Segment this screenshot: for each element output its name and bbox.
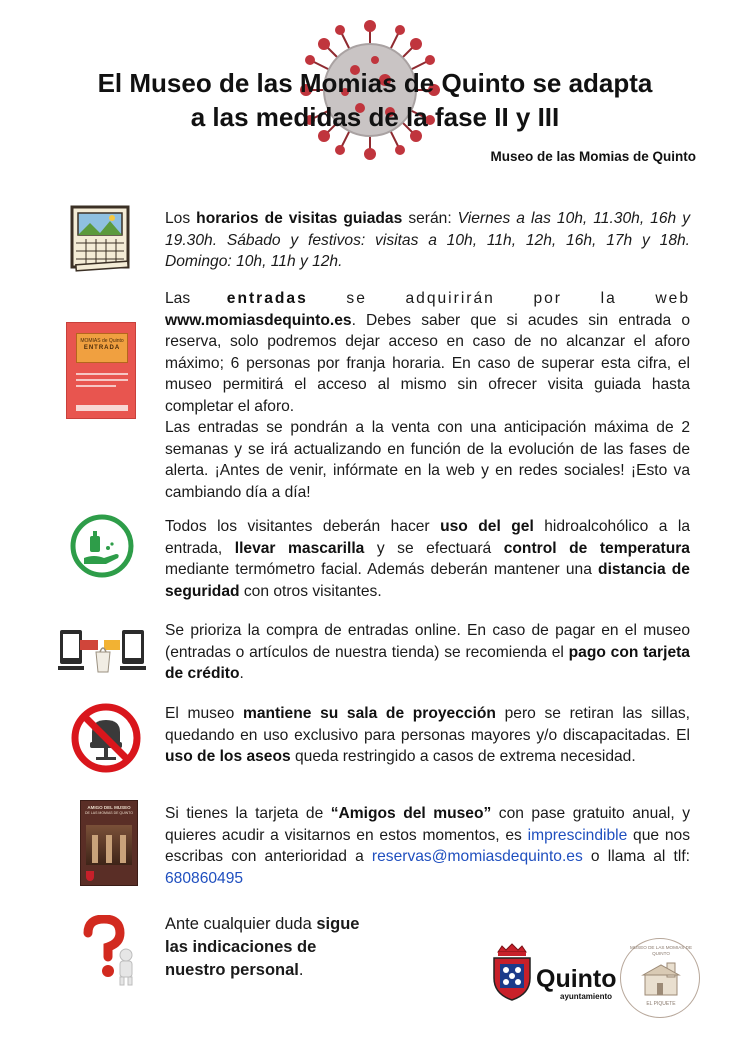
ticket-thumbnail (66, 322, 136, 419)
sala-text-3: queda restringido a casos de extrema necesidad. (290, 748, 636, 765)
ticket-line (76, 385, 116, 387)
amigos-text-2: con pase gratuito anual, y quieres acudir a visitarnos en estos momentos, es (165, 805, 690, 844)
higiene-bold-1: uso del gel (440, 518, 534, 535)
entradas-paragraph-2: Las entradas se pondrán a la venta con una anticipación máxima de 2 semanas y se irá actualizando en función de la evolución de las fases de alerta. ¡Antes de venir, infórmate en la web y en redes sociales! ¡Esto va cambiando día a día! (165, 419, 690, 501)
horarios-text-2: serán: (402, 210, 458, 227)
seal-top-text: MUSEO DE LAS MOMIAS DE QUINTO (629, 945, 693, 956)
higiene-text-3: y se efectuará (364, 539, 504, 557)
title-line-1: El Museo de las Momias de Quinto se adapta (97, 68, 653, 98)
card-shield (86, 871, 94, 881)
duda-text-2: . (298, 961, 304, 979)
sala-bold-2: uso de los aseos (165, 748, 291, 765)
horarios-schedule: Viernes a las 10h, 11.30h, 16h y 19.30h. Sábado y festivos: visitas a 10h, 11h, 12h, 16h, 17h y 18h. Domingo: 10h, 11h y 12h. (165, 210, 690, 270)
section-entradas (165, 288, 690, 503)
ticket-line (76, 379, 128, 381)
quinto-logo-name: Quinto (536, 965, 617, 993)
horarios-bold-1: horarios de visitas guiadas (196, 210, 403, 227)
section-sala (165, 703, 690, 768)
question-mark-person-icon (78, 915, 138, 987)
higiene-bold-4: distancia de seguridad (165, 561, 690, 600)
higiene-text-1: Todos los visitantes deberán hacer (165, 518, 441, 535)
ticket-footer (76, 405, 128, 411)
card-title-1: AMIGO DEL MUSEO (87, 805, 131, 810)
page-subtitle: Museo de las Momias de Quinto (490, 149, 696, 164)
amigos-bold-1: “Amigos del museo” (330, 805, 492, 822)
entradas-line-1 (165, 288, 690, 310)
section-pago (165, 620, 690, 685)
section-higiene (165, 516, 690, 602)
higiene-bold-3: control de temperatura (503, 539, 690, 557)
hand-sanitizer-sign-icon (70, 514, 134, 578)
page-title (40, 66, 710, 134)
higiene-text-4: mediante termómetro facial. Además deberán mantener una (165, 561, 599, 578)
church-icon (639, 959, 683, 997)
online-payment-icon (56, 620, 148, 680)
ticket-brand: MOMIAS de Quinto (80, 338, 124, 344)
entradas-bold-1: entradas (226, 290, 308, 307)
card-photo (86, 825, 132, 865)
sala-text-1: El museo (165, 705, 243, 722)
no-chairs-sign-icon (70, 702, 142, 774)
ticket-word: ENTRADA (83, 345, 121, 351)
duda-bold-1: sigue (316, 915, 360, 933)
section-horarios (165, 208, 690, 273)
pago-bold-1: pago con tarjeta de crédito (165, 643, 690, 682)
section-amigos (165, 803, 690, 889)
calendar-icon (68, 203, 132, 273)
entradas-text-3: . Debes saber que si acudes sin entrada o reserva, solo podremos dejar acceso en caso de no alcanzar el aforo máximo; 6 personas por franja horaria. En caso de superar esta cifra, el museo permitirá el acceso al mismo sin ofrecer visita guiada hasta completar el aforo. (165, 311, 690, 415)
pago-text-1: Se prioriza la compra de entradas online. En caso de pagar en el museo (entradas o artículos de nuestra tienda) se recomienda el (165, 622, 690, 661)
amigos-card-thumbnail (80, 800, 138, 886)
card-arch (106, 835, 112, 863)
ticket-graphic (76, 333, 128, 363)
ticket-line (76, 373, 128, 375)
phone-link[interactable]: 680860495 (165, 869, 244, 887)
amigos-text-1: Si tienes la tarjeta de (165, 805, 331, 822)
duda-bold-3: nuestro personal (165, 961, 299, 979)
entradas-paragraph-1 (165, 310, 690, 418)
duda-line-1 (165, 913, 359, 936)
horarios-text-1: Los (165, 210, 197, 227)
duda-line-2 (165, 936, 359, 959)
higiene-text-5: con otros visitantes. (239, 582, 382, 600)
amigos-text-4: o llama al tlf: (582, 848, 690, 865)
section-duda (165, 913, 359, 982)
higiene-text-2: hidroalcohólico a la entrada, (165, 518, 690, 557)
entradas-text-1: Las (165, 290, 227, 307)
entradas-text-2: se adquirirán por la web (307, 290, 690, 307)
reservas-email-link[interactable]: reservas@momiasdequinto.es (371, 848, 583, 865)
quinto-coat-of-arms-logo (490, 942, 534, 1002)
museum-seal-logo (620, 938, 700, 1018)
quinto-logo-sub: ayuntamiento (560, 992, 613, 1001)
pago-text-2: . (239, 665, 244, 682)
card-arch (120, 835, 126, 863)
sala-bold-1: mantiene su sala de proyección (242, 705, 496, 722)
duda-text-1: Ante cualquier duda (165, 915, 317, 933)
sala-text-2: pero se retiran las sillas, quedando en uso exclusivo para personas mayores y/o discapacitadas. El (165, 705, 690, 744)
title-line-2: a las medidas de la fase II y III (190, 102, 560, 132)
amigos-link-imprescindible[interactable]: imprescindible (527, 826, 628, 844)
higiene-bold-2: llevar mascarilla (234, 539, 365, 557)
card-title-2: DE LAS MOMIAS DE QUINTO (85, 810, 133, 815)
entradas-web-link[interactable]: www.momiasdequinto.es (165, 311, 352, 329)
seal-bottom-text: EL PIQUETE (646, 1001, 676, 1007)
duda-line-3 (165, 959, 359, 982)
amigos-text-3: que nos escribas con anterioridad a (165, 826, 690, 865)
duda-bold-2: las indicaciones de (165, 938, 317, 956)
card-arch (92, 835, 98, 863)
